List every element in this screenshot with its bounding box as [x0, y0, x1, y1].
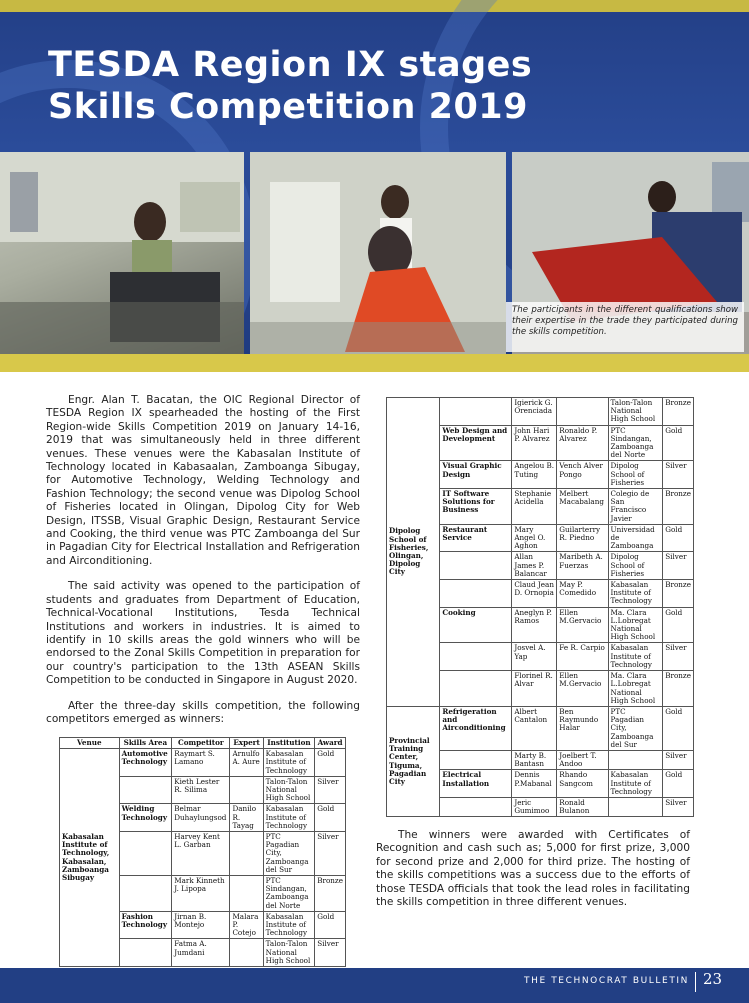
- institution-cell: Kabasalan Institute of Technology: [608, 643, 663, 671]
- institution-cell: [608, 750, 663, 769]
- competitor-cell: Albert Cantalon: [512, 706, 557, 750]
- institution-cell: Ma. Clara L.Lobregat National High School: [608, 607, 663, 643]
- award-cell: Gold: [663, 770, 694, 798]
- institution-cell: Talon-Talon National High School: [263, 776, 315, 804]
- institution-cell: PTC Pagadian City, Zamboanga del Sur: [263, 832, 315, 876]
- winners-table-left: [59, 737, 346, 967]
- venue-cell: Kabasalan Institute of Technology, Kabasalan, Zamboanga Sibugay: [60, 749, 120, 967]
- award-cell: Silver: [663, 797, 694, 816]
- expert-cell: Joelbert T. Andoo: [557, 750, 608, 769]
- photo-caption: The participants in the different qualifications show their expertise in the trade they participated during the skills competition.: [506, 302, 744, 352]
- paragraph-intro: Engr. Alan T. Bacatan, the OIC Regional Director of TESDA Region IX spearheaded the hosting of the First Region-wide Skills Competition 2019 on January 14-16, 2019 that was simultaneously held in three different venues. These venues were the Kabasalan Institute of Technology located in Kabasaalan, Zamboanga Sibugay, for Automotive Technology, Welding Technology and Fashion Technology; the second venue was Dipolog School of Fisheries located in Olingan, Dipolog City for Web Design, ITSSB, Visual Graphic Design, Restaurant Service and Cooking, the third venue was PTC Zamboanga del Sur in Pagadian City for Electrical Installation and Refrigeration and Airconditioning.: [46, 394, 360, 567]
- award-cell: Bronze: [663, 489, 694, 525]
- title-line-1: TESDA Region IX stages: [48, 45, 533, 85]
- expert-cell: Ben Raymundo Halar: [557, 706, 608, 750]
- publication-name: THE TECHNOCRAT BULLETIN: [523, 976, 689, 986]
- page-number: 23: [703, 970, 723, 988]
- article-title: [48, 44, 532, 128]
- area-cell: [440, 671, 512, 707]
- award-cell: Gold: [315, 804, 346, 832]
- award-cell: Gold: [663, 425, 694, 461]
- award-cell: Gold: [663, 706, 694, 750]
- area-cell: Automotive Technology: [119, 749, 172, 777]
- header-institution: Institution: [263, 738, 315, 749]
- area-cell: [119, 776, 172, 804]
- footer-divider: [695, 972, 696, 992]
- header-competitor: Competitor: [172, 738, 230, 749]
- photo-welding: [250, 152, 506, 354]
- competitor-cell: Jeric Gumimoo: [512, 797, 557, 816]
- institution-cell: PTC Sindangan, Zamboanga del Norte: [263, 876, 315, 912]
- expert-cell: Ellen M.Gervacio: [557, 671, 608, 707]
- award-cell: Silver: [663, 643, 694, 671]
- expert-cell: [230, 876, 263, 912]
- table-row: [387, 398, 694, 426]
- area-cell: [119, 939, 172, 967]
- institution-cell: PTC Pagadian City, Zamboanga del Sur: [608, 706, 663, 750]
- header-skills-area: Skills Area: [119, 738, 172, 749]
- header-award: Award: [315, 738, 346, 749]
- venue-cell: Provincial Training Center, Tiguma, Pagadian City: [387, 706, 440, 816]
- area-cell: [440, 398, 512, 426]
- table-row: [387, 706, 694, 750]
- area-cell: Electrical Installation: [440, 770, 512, 798]
- competitor-cell: Claud Jean D. Ornopia: [512, 580, 557, 608]
- competitor-cell: Florinel R. Alvar: [512, 671, 557, 707]
- competitor-cell: Angelou B. Tuting: [512, 461, 557, 489]
- institution-cell: Dipolog School of Fisheries: [608, 461, 663, 489]
- expert-cell: Rhando Sangcom: [557, 770, 608, 798]
- competitor-cell: Stephanie Acidella: [512, 489, 557, 525]
- article-left-column: [46, 394, 360, 738]
- area-cell: Cooking: [440, 607, 512, 643]
- institution-cell: Colegio de San Francisco Javier: [608, 489, 663, 525]
- paragraph-participation: The said activity was opened to the participation of students and graduates from Department of Education, Technical-Vocational Institutions, Tesda Technical Institutions and workers in industries. It is aimed to identify in 10 skills areas the gold winners who will be endorsed to the Zonal Skills Competition in preparation for our country's participation to the 13th ASEAN Skills Competition to be conducted in Singapore in August 2020.: [46, 580, 360, 687]
- competitor-cell: Fatma A. Jumdani: [172, 939, 230, 967]
- engine-photo-illustration: [0, 152, 244, 354]
- award-cell: Bronze: [663, 671, 694, 707]
- area-cell: Restaurant Service: [440, 524, 512, 552]
- header-venue: Venue: [60, 738, 120, 749]
- competitor-cell: Marty B. Bantasn: [512, 750, 557, 769]
- expert-cell: Arnulfo A. Aure: [230, 749, 263, 777]
- award-cell: Silver: [663, 461, 694, 489]
- area-cell: [440, 643, 512, 671]
- paragraph-winners-intro: After the three-day skills competition, the following competitors emerged as winners:: [46, 699, 360, 725]
- table-row: [60, 749, 346, 777]
- institution-cell: Ma. Clara L.Lobregat National High School: [608, 671, 663, 707]
- institution-cell: Kabasalan Institute of Technology: [263, 804, 315, 832]
- institution-cell: Universidad de Zamboanga: [608, 524, 663, 552]
- table-header-row: [60, 738, 346, 749]
- expert-cell: [557, 398, 608, 426]
- area-cell: IT Software Solutions for Business: [440, 489, 512, 525]
- award-cell: Bronze: [663, 398, 694, 426]
- competitor-cell: Harvey Kent L. Garban: [172, 832, 230, 876]
- expert-cell: Ronald Bulanon: [557, 797, 608, 816]
- area-cell: Welding Technology: [119, 804, 172, 832]
- institution-cell: Dipolog School of Fisheries: [608, 552, 663, 580]
- competitor-cell: Igierick G. Orenciada: [512, 398, 557, 426]
- institution-cell: [608, 797, 663, 816]
- paragraph-awards: The winners were awarded with Certificates of Recognition and cash such as; 5,000 for first prize, 3,000 for second prize and 2,000 for third prize. The hosting of the skills competitions was a success due to the efforts of those TESDA officials that took the lead roles in facilitating the skills competition in three different venues.: [376, 829, 690, 909]
- area-cell: [119, 832, 172, 876]
- award-cell: Gold: [315, 911, 346, 939]
- award-cell: Silver: [315, 776, 346, 804]
- area-cell: [119, 876, 172, 912]
- area-cell: [440, 580, 512, 608]
- expert-cell: May P. Comedido: [557, 580, 608, 608]
- expert-cell: Danilo R. Tayag: [230, 804, 263, 832]
- venue-cell: Dipolog School of Fisheries, Olingan, Dipolog City: [387, 398, 440, 707]
- header-expert: Expert: [230, 738, 263, 749]
- expert-cell: [230, 939, 263, 967]
- area-cell: [440, 552, 512, 580]
- award-cell: Silver: [663, 552, 694, 580]
- area-cell: [440, 750, 512, 769]
- expert-cell: [230, 776, 263, 804]
- expert-cell: Vench Alver Pongo: [557, 461, 608, 489]
- competitor-cell: Aneglyn P. Ramos: [512, 607, 557, 643]
- welder-photo-illustration: [250, 152, 506, 354]
- award-cell: Gold: [663, 607, 694, 643]
- institution-cell: Kabasalan Institute of Technology: [263, 911, 315, 939]
- accent-band: [0, 354, 749, 372]
- competitor-cell: Allan James P. Balancar: [512, 552, 557, 580]
- competitor-cell: Jirnan B. Montejo: [172, 911, 230, 939]
- competitor-cell: John Hari P. Alvarez: [512, 425, 557, 461]
- winners-table-right: [386, 397, 694, 817]
- expert-cell: [230, 832, 263, 876]
- competitor-cell: Mary Angel O. Aghon: [512, 524, 557, 552]
- area-cell: Web Design and Development: [440, 425, 512, 461]
- institution-cell: Kabasalan Institute of Technology: [263, 749, 315, 777]
- institution-cell: Kabasalan Institute of Technology: [608, 580, 663, 608]
- competitor-cell: Raymart S. Lamano: [172, 749, 230, 777]
- competitor-cell: Dennis P.Mabanal: [512, 770, 557, 798]
- expert-cell: Melbert Macabalang: [557, 489, 608, 525]
- institution-cell: PTC Sindangan, Zamboanga del Norte: [608, 425, 663, 461]
- institution-cell: Talon-Talon National High School: [608, 398, 663, 426]
- area-cell: Fashion Technology: [119, 911, 172, 939]
- award-cell: Gold: [315, 749, 346, 777]
- photo-automotive: [0, 152, 244, 354]
- expert-cell: Malara P. Cotejo: [230, 911, 263, 939]
- expert-cell: Ellen M.Gervacio: [557, 607, 608, 643]
- competitor-cell: Kieth Lester R. Silima: [172, 776, 230, 804]
- award-cell: Silver: [663, 750, 694, 769]
- expert-cell: Fe R. Carpio: [557, 643, 608, 671]
- area-cell: Visual Graphic Design: [440, 461, 512, 489]
- award-cell: Silver: [315, 939, 346, 967]
- expert-cell: Maribeth A. Fuerzas: [557, 552, 608, 580]
- institution-cell: Talon-Talon National High School: [263, 939, 315, 967]
- title-line-2: Skills Competition 2019: [48, 87, 529, 127]
- award-cell: Bronze: [663, 580, 694, 608]
- area-cell: [440, 797, 512, 816]
- competitor-cell: Mark Kinneth J. Lipopa: [172, 876, 230, 912]
- award-cell: Gold: [663, 524, 694, 552]
- award-cell: Silver: [315, 832, 346, 876]
- expert-cell: Ronaldo P. Alvarez: [557, 425, 608, 461]
- competitor-cell: Belmar Duhaylungsod: [172, 804, 230, 832]
- area-cell: Refrigeration and Airconditioning: [440, 706, 512, 750]
- institution-cell: Kabasalan Institute of Technology: [608, 770, 663, 798]
- competitor-cell: Josvel A. Yap: [512, 643, 557, 671]
- expert-cell: Guilarterry R. Piedno: [557, 524, 608, 552]
- award-cell: Bronze: [315, 876, 346, 912]
